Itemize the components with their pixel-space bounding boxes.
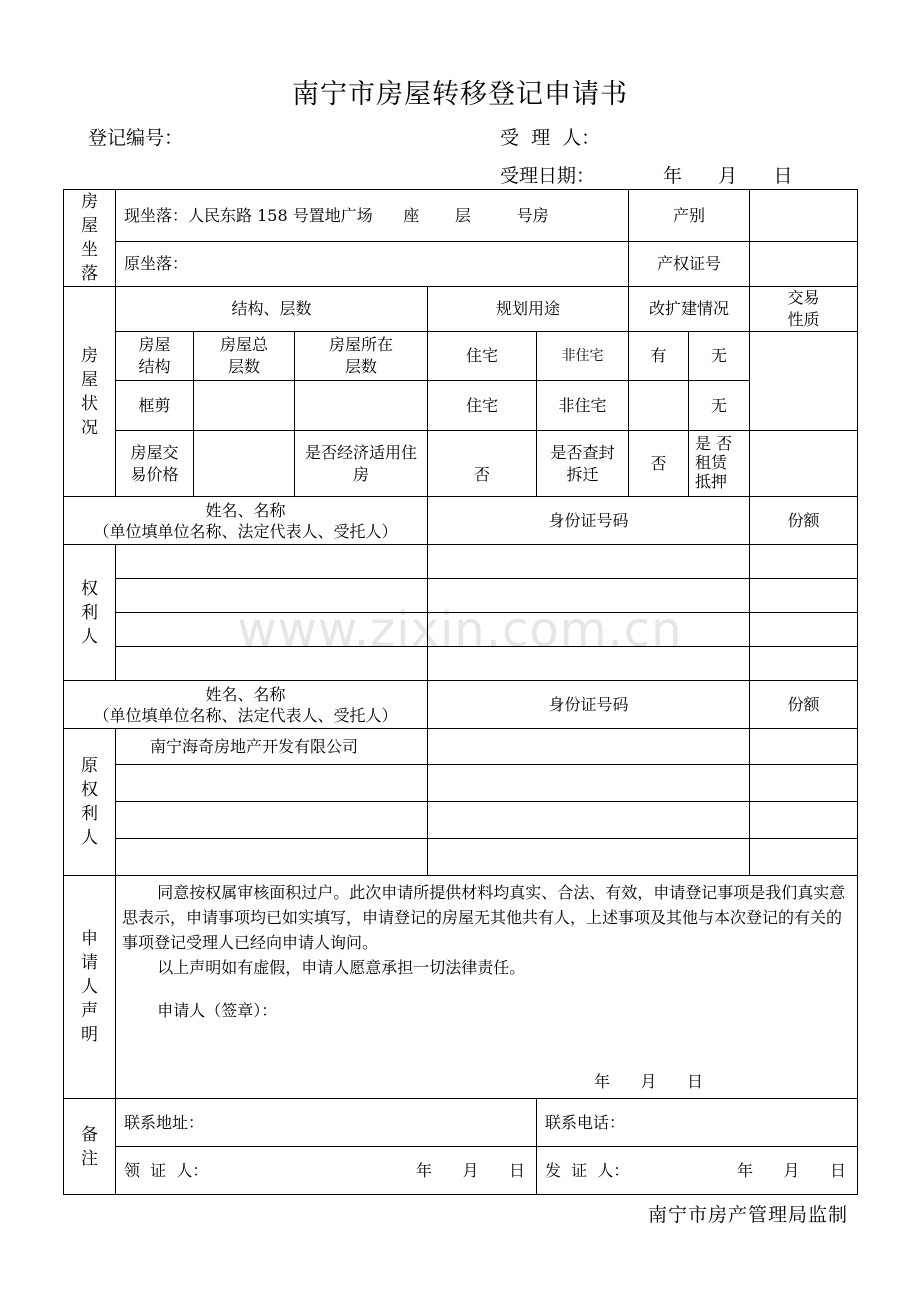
table-row — [64, 579, 858, 613]
expansion-no-value: 无 — [689, 381, 750, 431]
cert-number-value[interactable] — [750, 242, 858, 287]
cert-number-label: 产权证号 — [629, 242, 750, 287]
receive-date-label: 受理日期： — [500, 165, 596, 187]
watermark: www.zixin.com.cn — [237, 602, 683, 658]
receive-date-parts: 年 月 日 — [663, 165, 793, 187]
residential-value: 住宅 — [428, 381, 537, 431]
holder-name-header: 姓名、名称 （单位填单位名称、法定代表人、受托人） — [64, 497, 428, 545]
price-value[interactable] — [194, 431, 295, 497]
non-residential-value: 非住宅 — [537, 381, 629, 431]
seized-label: 是否查封拆迁 — [537, 431, 629, 497]
contact-address-label: 联系地址： — [116, 1099, 537, 1147]
expansion-no-label: 无 — [689, 332, 750, 381]
structure-floors-header: 结构、层数 — [116, 287, 428, 332]
expansion-yes-value[interactable] — [629, 381, 689, 431]
orig-holder-name-cell[interactable] — [116, 802, 428, 839]
trade-nature-value[interactable] — [750, 332, 858, 431]
current-location: 现坐落：人民东路 158 号置地广场 座 层 号房 — [116, 190, 629, 242]
status-extra-row — [64, 431, 858, 497]
holder-name-cell[interactable] — [116, 579, 428, 613]
receiver-label: 受 理 人： — [500, 127, 601, 149]
section-orig-holder: 原权利人 — [64, 729, 116, 876]
status-header-row — [64, 287, 858, 332]
holder-id-cell[interactable] — [428, 647, 750, 681]
holder-name-cell[interactable] — [116, 647, 428, 681]
holder-share-cell[interactable] — [750, 647, 858, 681]
contact-phone-label: 联系电话： — [537, 1099, 858, 1147]
holder-header-row — [64, 497, 858, 545]
declaration-text — [116, 876, 858, 1099]
status-value-row — [64, 381, 858, 431]
orig-holder-header-row — [64, 681, 858, 729]
orig-holder-id-cell[interactable] — [428, 802, 750, 839]
issuer-cert-date: 年 月 日 — [737, 1160, 847, 1180]
trade-nature-header: 交易性质 — [750, 287, 858, 332]
table-row — [64, 765, 858, 802]
holder-name-cell[interactable] — [116, 613, 428, 647]
section-declaration: 申请人声明 — [64, 876, 116, 1099]
holder-share-cell[interactable] — [750, 579, 858, 613]
location-row-original — [64, 242, 858, 287]
remarks-row-2 — [64, 1147, 858, 1195]
table-row — [64, 839, 858, 876]
orig-holder-share-cell[interactable] — [750, 839, 858, 876]
holder-share-cell[interactable] — [750, 545, 858, 579]
original-location: 原坐落： — [116, 242, 629, 287]
orig-holder-name-header: 姓名、名称 （单位填单位名称、法定代表人、受托人） — [64, 681, 428, 729]
orig-holder-id-header: 身份证号码 — [428, 681, 750, 729]
table-row — [64, 729, 858, 765]
orig-holder-id-cell[interactable] — [428, 765, 750, 802]
planned-use-header: 规划用途 — [428, 287, 629, 332]
structure-label: 房屋结构 — [116, 332, 194, 381]
declaration-paragraph-2: 以上声明如有虚假，申请人愿意承担一切法律责任。 — [157, 958, 526, 977]
section-location: 房屋坐落 — [64, 190, 116, 287]
orig-holder-name-cell[interactable] — [116, 765, 428, 802]
seized-value: 否 — [629, 431, 689, 497]
table-row — [64, 545, 858, 579]
holder-share-header: 份额 — [750, 497, 858, 545]
orig-holder-name-cell: 南宁海奇房地产开发有限公司 — [116, 729, 428, 765]
issuer-cert-cell — [537, 1147, 858, 1195]
section-remarks: 备注 — [64, 1099, 116, 1195]
total-floors-value[interactable] — [194, 381, 295, 431]
holder-id-cell[interactable] — [428, 613, 750, 647]
price-label: 房屋交易价格 — [116, 431, 194, 497]
lease-label: 是 否 租赁 抵押 — [689, 431, 750, 497]
table-row — [64, 647, 858, 681]
property-type-value[interactable] — [750, 190, 858, 242]
orig-holder-id-cell[interactable] — [428, 839, 750, 876]
orig-holder-share-cell[interactable] — [750, 729, 858, 765]
total-floors-label: 房屋总层数 — [194, 332, 295, 381]
registration-number-label: 登记编号： — [88, 127, 184, 149]
holder-id-cell[interactable] — [428, 579, 750, 613]
location-row-current — [64, 190, 858, 242]
table-row — [64, 802, 858, 839]
receiver-cert-label: 领 证 人： — [124, 1160, 209, 1180]
property-type-label: 产别 — [629, 190, 750, 242]
holder-share-cell[interactable] — [750, 613, 858, 647]
orig-holder-name-cell[interactable] — [116, 839, 428, 876]
lease-value[interactable] — [750, 431, 858, 497]
holder-id-cell[interactable] — [428, 545, 750, 579]
footer-issuer: 南宁市房产管理局监制 — [647, 1204, 848, 1226]
section-right-holder: 权利人 — [64, 545, 116, 681]
applicant-signature-label: 申请人（签章）： — [157, 1001, 278, 1020]
floor-label: 房屋所在层数 — [295, 332, 428, 381]
residential-label: 住宅 — [428, 332, 537, 381]
orig-holder-share-header: 份额 — [750, 681, 858, 729]
status-subheader-row — [64, 332, 858, 381]
orig-holder-share-cell[interactable] — [750, 802, 858, 839]
receiver-cert-cell — [116, 1147, 537, 1195]
structure-value: 框剪 — [116, 381, 194, 431]
expansion-header: 改扩建情况 — [629, 287, 750, 332]
issuer-cert-label: 发 证 人： — [545, 1160, 630, 1180]
orig-holder-share-cell[interactable] — [750, 765, 858, 802]
section-status: 房屋状况 — [64, 287, 116, 497]
application-form-table — [63, 189, 858, 1195]
table-row — [64, 613, 858, 647]
holder-name-cell[interactable] — [116, 545, 428, 579]
declaration-row — [64, 876, 858, 1099]
page-title: 南宁市房屋转移登记申请书 — [292, 79, 628, 110]
declaration-date: 年 月 日 — [594, 1072, 704, 1091]
receiver-cert-date: 年 月 日 — [415, 1160, 525, 1180]
remarks-row-1 — [64, 1099, 858, 1147]
holder-id-header: 身份证号码 — [428, 497, 750, 545]
declaration-paragraph-1: 同意按权属审核面积过户。此次申请所提供材料均真实、合法、有效，申请登记事项是我们真实意思表示，申请事项均已如实填写，申请登记的房屋无其他共有人，上述事项及其他与本次登记的有关的事项登记受理人已经向申请人询问。 — [122, 883, 846, 952]
expansion-yes-label: 有 — [629, 332, 689, 381]
floor-value[interactable] — [295, 381, 428, 431]
orig-holder-id-cell[interactable] — [428, 729, 750, 765]
affordable-label: 是否经济适用住房 — [295, 431, 428, 497]
affordable-value: 否 — [428, 431, 537, 497]
non-residential-label: 非住宅 — [537, 332, 629, 381]
